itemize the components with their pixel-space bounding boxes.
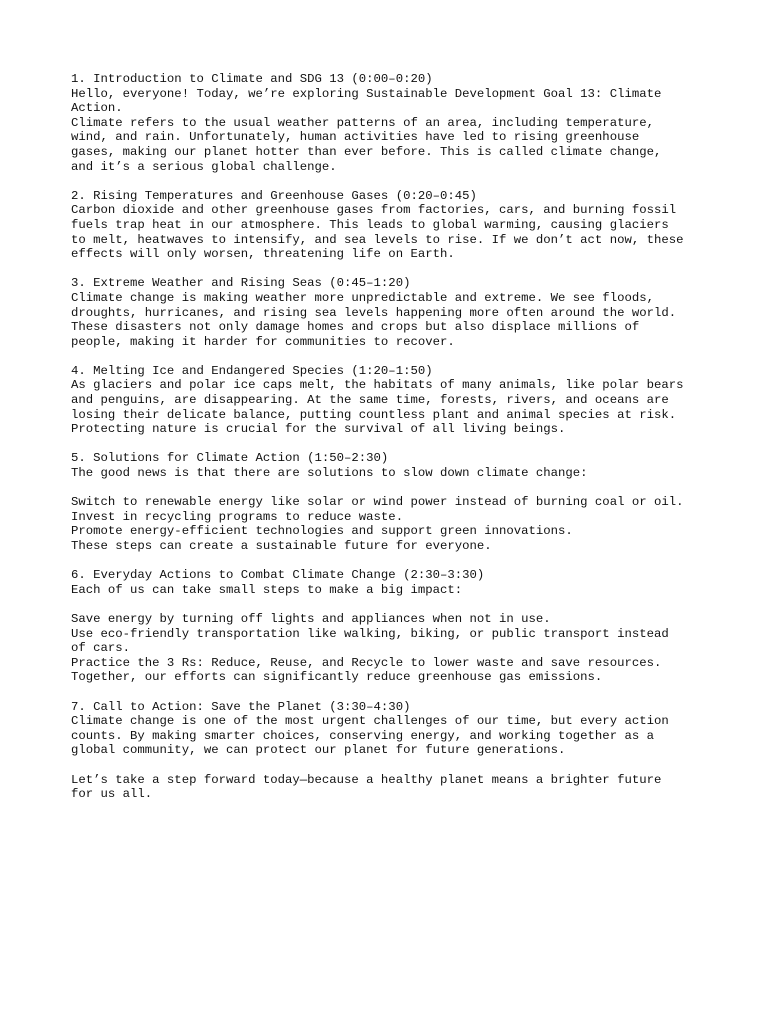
body-line: Save energy by turning off lights and appliances when not in use.: [71, 611, 551, 626]
body-line: Climate change is one of the most urgent challenges of our time, but every action: [71, 714, 669, 729]
body-line: Climate refers to the usual weather patterns of an area, including temperature,: [71, 115, 654, 130]
body-line: fuels trap heat in our atmosphere. This leads to global warming, causing glaciers: [71, 217, 669, 232]
body-line: global community, we can protect our planet for future generations.: [71, 743, 566, 758]
blank-line: [71, 758, 711, 773]
blank-line: [71, 597, 711, 612]
body-line: and it’s a serious global challenge.: [71, 159, 337, 174]
body-line: The good news is that there are solutions to slow down climate change:: [71, 466, 588, 481]
body-line: effects will only worsen, threatening life on Earth.: [71, 247, 455, 262]
body-line: Climate change is making weather more unpredictable and extreme. We see floods,: [71, 290, 654, 305]
document-page: [71, 72, 711, 816]
body-line: Each of us can take small steps to make a big impact:: [71, 582, 463, 597]
body-line: to melt, heatwaves to intensify, and sea levels to rise. If we don’t act now, these: [71, 232, 684, 247]
body-line: Hello, everyone! Today, we’re exploring Sustainable Development Goal 13: Climate: [71, 86, 662, 101]
blank-line: [71, 481, 711, 496]
body-line: and penguins, are disappearing. At the same time, forests, rivers, and oceans are: [71, 393, 669, 408]
section-everyday-actions: [71, 568, 711, 685]
body-line: gases, making our planet hotter than ever before. This is called climate change,: [71, 144, 662, 159]
section-rising-temperatures: [71, 189, 711, 262]
body-line: droughts, hurricanes, and rising sea levels happening more often around the world.: [71, 305, 677, 320]
section-call-to-action: [71, 700, 711, 802]
section-melting-ice: [71, 364, 711, 437]
section-heading: 7. Call to Action: Save the Planet (3:30–4:30): [71, 699, 411, 714]
body-line: These disasters not only damage homes and crops but also displace millions of: [71, 320, 640, 335]
body-line: Practice the 3 Rs: Reduce, Reuse, and Recycle to lower waste and save resources.: [71, 655, 662, 670]
section-heading: 4. Melting Ice and Endangered Species (1:20–1:50): [71, 363, 433, 378]
section-heading: 6. Everyday Actions to Combat Climate Change (2:30–3:30): [71, 568, 485, 583]
body-line: people, making it harder for communities to recover.: [71, 334, 455, 349]
section-heading: 5. Solutions for Climate Action (1:50–2:30): [71, 451, 389, 466]
body-line: Use eco-friendly transportation like walking, biking, or public transport instead: [71, 626, 669, 641]
body-line: losing their delicate balance, putting countless plant and animal species at risk.: [71, 407, 677, 422]
section-heading: 1. Introduction to Climate and SDG 13 (0:00–0:20): [71, 72, 433, 86]
body-line: As glaciers and polar ice caps melt, the habitats of many animals, like polar bears: [71, 378, 684, 393]
body-line: for us all.: [71, 787, 153, 802]
body-line: Promote energy-efficient technologies and support green innovations.: [71, 524, 573, 539]
body-line: Action.: [71, 101, 123, 116]
body-line: Carbon dioxide and other greenhouse gases from factories, cars, and burning fossil: [71, 203, 677, 218]
body-line: Together, our efforts can significantly reduce greenhouse gas emissions.: [71, 670, 603, 685]
section-solutions: [71, 451, 711, 553]
body-line: These steps can create a sustainable future for everyone.: [71, 539, 492, 553]
section-extreme-weather: [71, 276, 711, 349]
body-line: Invest in recycling programs to reduce waste.: [71, 509, 404, 524]
section-heading: 3. Extreme Weather and Rising Seas (0:45–1:20): [71, 276, 411, 291]
body-line: Let’s take a step forward today—because a healthy planet means a brighter future: [71, 772, 662, 787]
body-line: counts. By making smarter choices, conserving energy, and working together as a: [71, 728, 654, 743]
section-heading: 2. Rising Temperatures and Greenhouse Gases (0:20–0:45): [71, 188, 477, 203]
section-introduction: [71, 72, 711, 174]
body-line: wind, and rain. Unfortunately, human activities have led to rising greenhouse: [71, 130, 640, 145]
body-line: of cars.: [71, 641, 131, 656]
body-line: Switch to renewable energy like solar or wind power instead of burning coal or oil.: [71, 495, 684, 510]
body-line: Protecting nature is crucial for the survival of all living beings.: [71, 422, 566, 437]
